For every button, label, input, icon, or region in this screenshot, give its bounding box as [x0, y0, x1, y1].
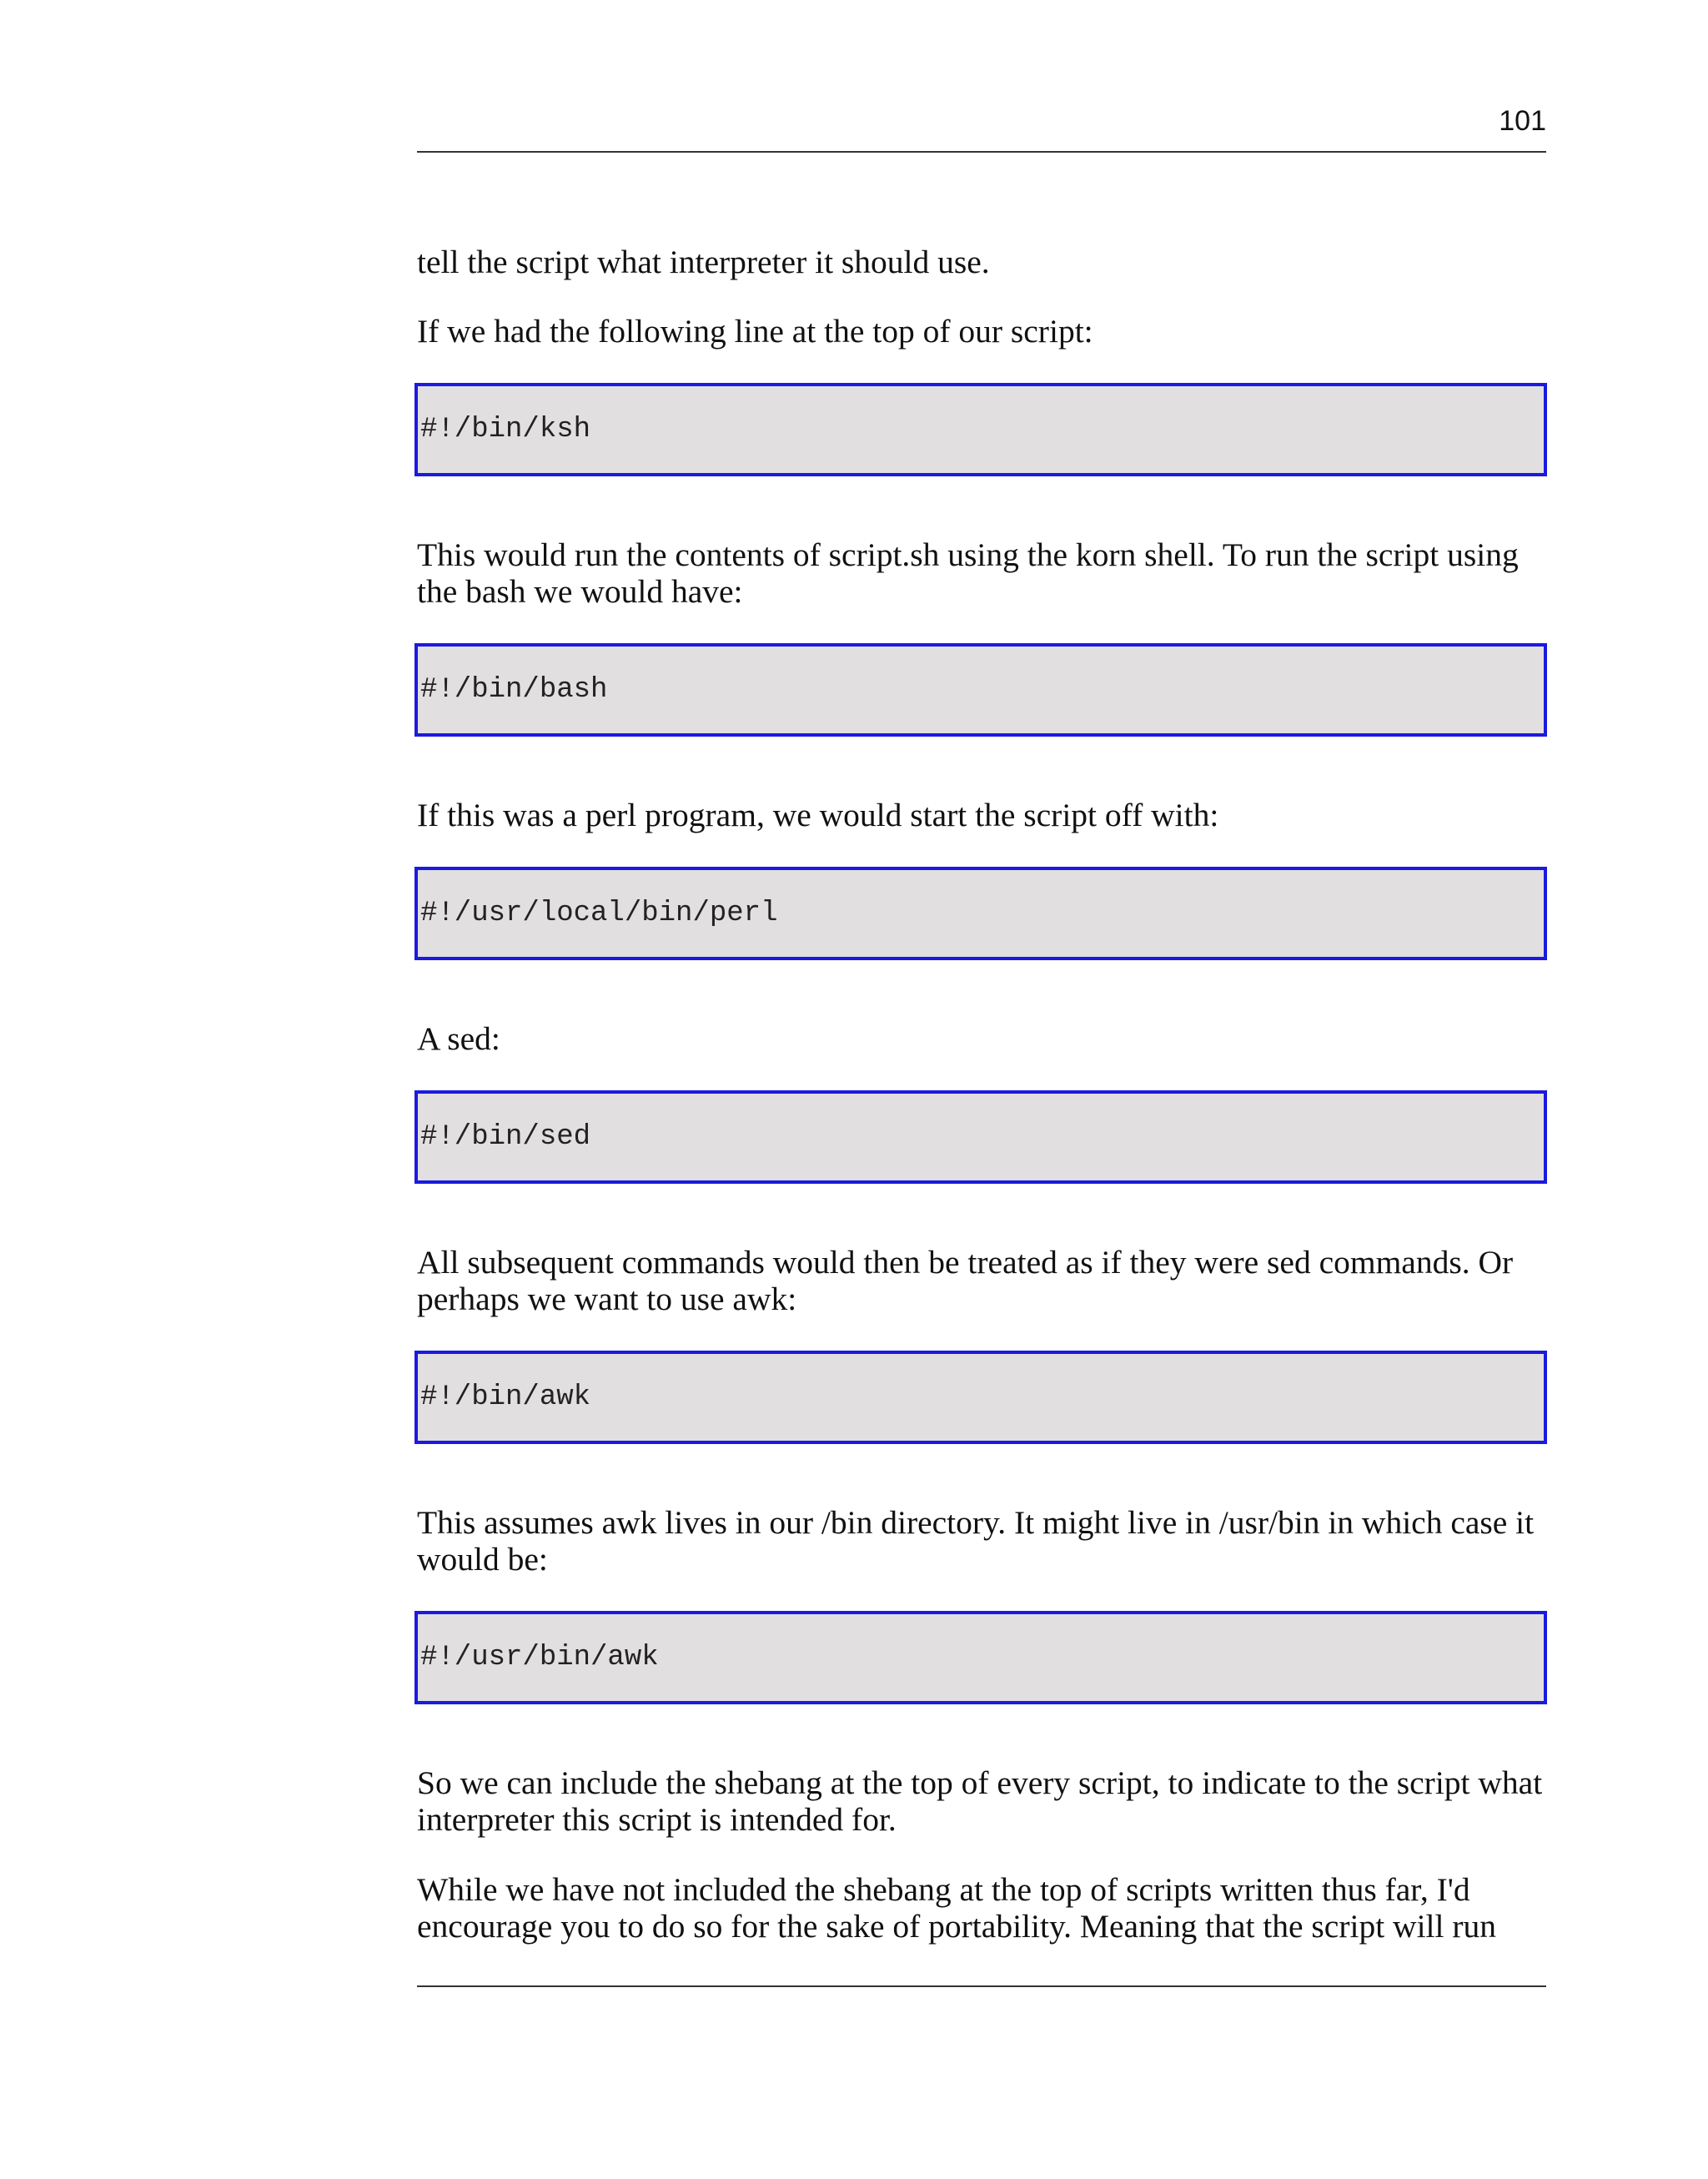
paragraph: While we have not included the shebang at the top of scripts written thus far, I'd encourage you to do so for the sake of portability. Meaning that the script will run: [417, 1871, 1497, 1945]
paragraph: So we can include the shebang at the top of every script, to indicate to the script what interpreter this script is intended for.: [417, 1764, 1543, 1838]
paragraph: This would run the contents of script.sh using the korn shell. To run the script using the bash we would have:: [417, 536, 1519, 610]
page-body: [417, 244, 1546, 1945]
paragraph: All subsequent commands would then be treated as if they were sed commands. Or perhaps we want to use awk:: [417, 1244, 1514, 1317]
paragraph: tell the script what interpreter it should use.: [417, 244, 990, 280]
code-block: #!/usr/bin/awk: [414, 1611, 1547, 1704]
code-block: #!/usr/local/bin/perl: [414, 867, 1547, 960]
paragraph: A sed:: [417, 1020, 500, 1057]
code-block: #!/bin/awk: [414, 1351, 1547, 1444]
code-block: #!/bin/bash: [414, 643, 1547, 737]
paragraph: If this was a perl program, we would start the script off with:: [417, 797, 1219, 833]
header-rule: [417, 151, 1546, 153]
code-block: #!/bin/ksh: [414, 383, 1547, 476]
page-number: 101: [1499, 105, 1546, 137]
paragraph: If we had the following line at the top of our script:: [417, 313, 1093, 350]
footer-rule: [417, 1985, 1546, 1987]
paragraph: This assumes awk lives in our /bin directory. It might live in /usr/bin in which case it would be:: [417, 1504, 1535, 1578]
code-block: #!/bin/sed: [414, 1090, 1547, 1184]
